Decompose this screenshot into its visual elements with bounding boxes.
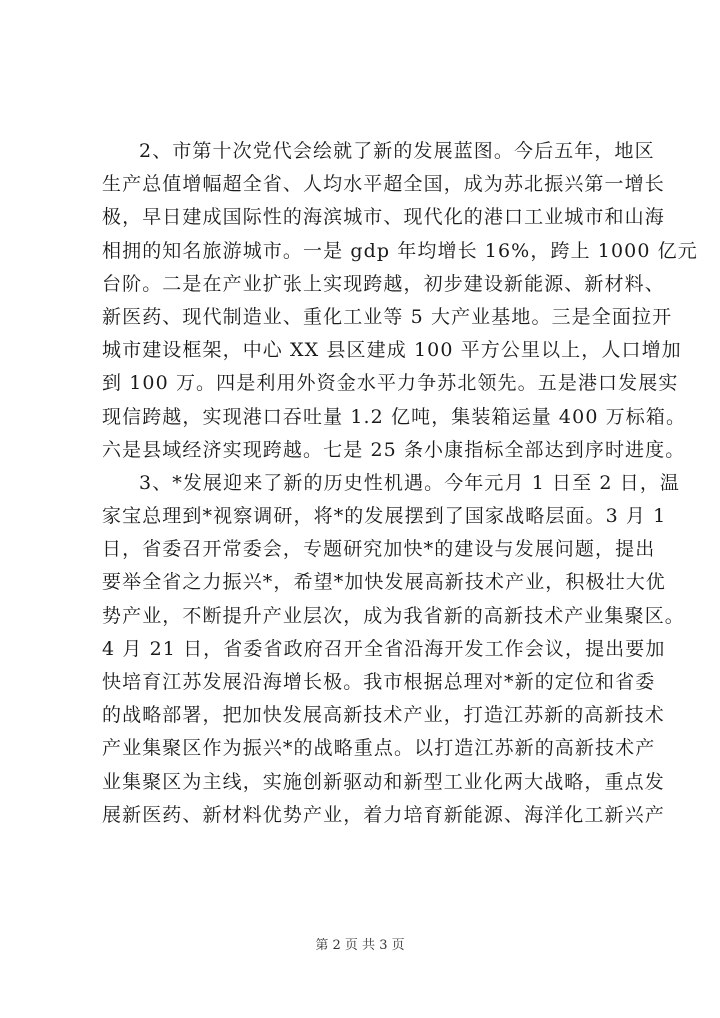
text-line: 快培育江苏发展沿海增长极。我市根据总理对*新的定位和省委 xyxy=(102,671,656,693)
page-footer xyxy=(0,934,720,953)
text-line: 相拥的知名旅游城市。一是 gdp 年均增长 16%，跨上 1000 亿元 xyxy=(102,239,698,262)
text-line: 2、市第十次党代会绘就了新的发展蓝图。今后五年，地区 xyxy=(139,140,655,162)
text-line: 城市建设框架，中心 XX 县区建成 100 平方公里以上，人口增加 xyxy=(102,339,682,362)
text-line: 到 100 万。四是利用外资金水平力争苏北领先。五是港口发展实 xyxy=(102,372,679,395)
text-line: 六是县域经济实现跨越。七是 25 条小康指标全部达到序时进度。 xyxy=(102,438,686,461)
paragraph-3 xyxy=(102,467,685,832)
text-line: 家宝总理到*视察调研，将*的发展摆到了国家战略层面。3 月 1 xyxy=(102,505,667,528)
text-line: 3、*发展迎来了新的历史性机遇。今年元月 1 日至 2 日，温 xyxy=(139,471,681,494)
text-line: 台阶。二是在产业扩张上实现跨越，初步建设新能源、新材料、 xyxy=(102,272,665,295)
page-indicator: 第 2 页 共 3 页 xyxy=(315,938,405,953)
text-line: 现信跨越，实现港口吞吐量 1.2 亿吨，集装箱运量 400 万标箱。 xyxy=(102,405,687,428)
text-line: 生产总值增幅超全省、人均水平超全国，成为苏北振兴第一增长 xyxy=(102,173,665,196)
text-line: 4 月 21 日，省委省政府召开全省沿海开发工作会议，提出要加 xyxy=(102,637,666,660)
text-line: 势产业，不断提升产业层次，成为我省新的高新技术产业集聚区。 xyxy=(102,604,685,627)
text-line: 新医药、现代制造业、重化工业等 5 大产业基地。三是全面拉开 xyxy=(102,305,673,328)
text-line: 产业集聚区作为振兴*的战略重点。以打造江苏新的高新技术产 xyxy=(102,737,656,760)
text-line: 要举全省之力振兴*，希望*加快发展高新技术产业，积极壮大优 xyxy=(102,571,666,594)
document-body xyxy=(102,135,698,832)
text-line: 业集聚区为主线，实施创新驱动和新型工业化两大战略，重点发 xyxy=(102,770,665,793)
text-line: 的战略部署，把加快发展高新技术产业，打造江苏新的高新技术 xyxy=(102,704,665,727)
text-line: 日，省委召开常委会，专题研究加快*的建设与发展问题，提出 xyxy=(102,538,656,561)
paragraph-2 xyxy=(102,135,698,467)
text-line: 展新医药、新材料优势产业，着力培育新能源、海洋化工新兴产 xyxy=(102,803,665,826)
text-line: 极，早日建成国际性的海滨城市、现代化的港口工业城市和山海 xyxy=(102,206,665,229)
